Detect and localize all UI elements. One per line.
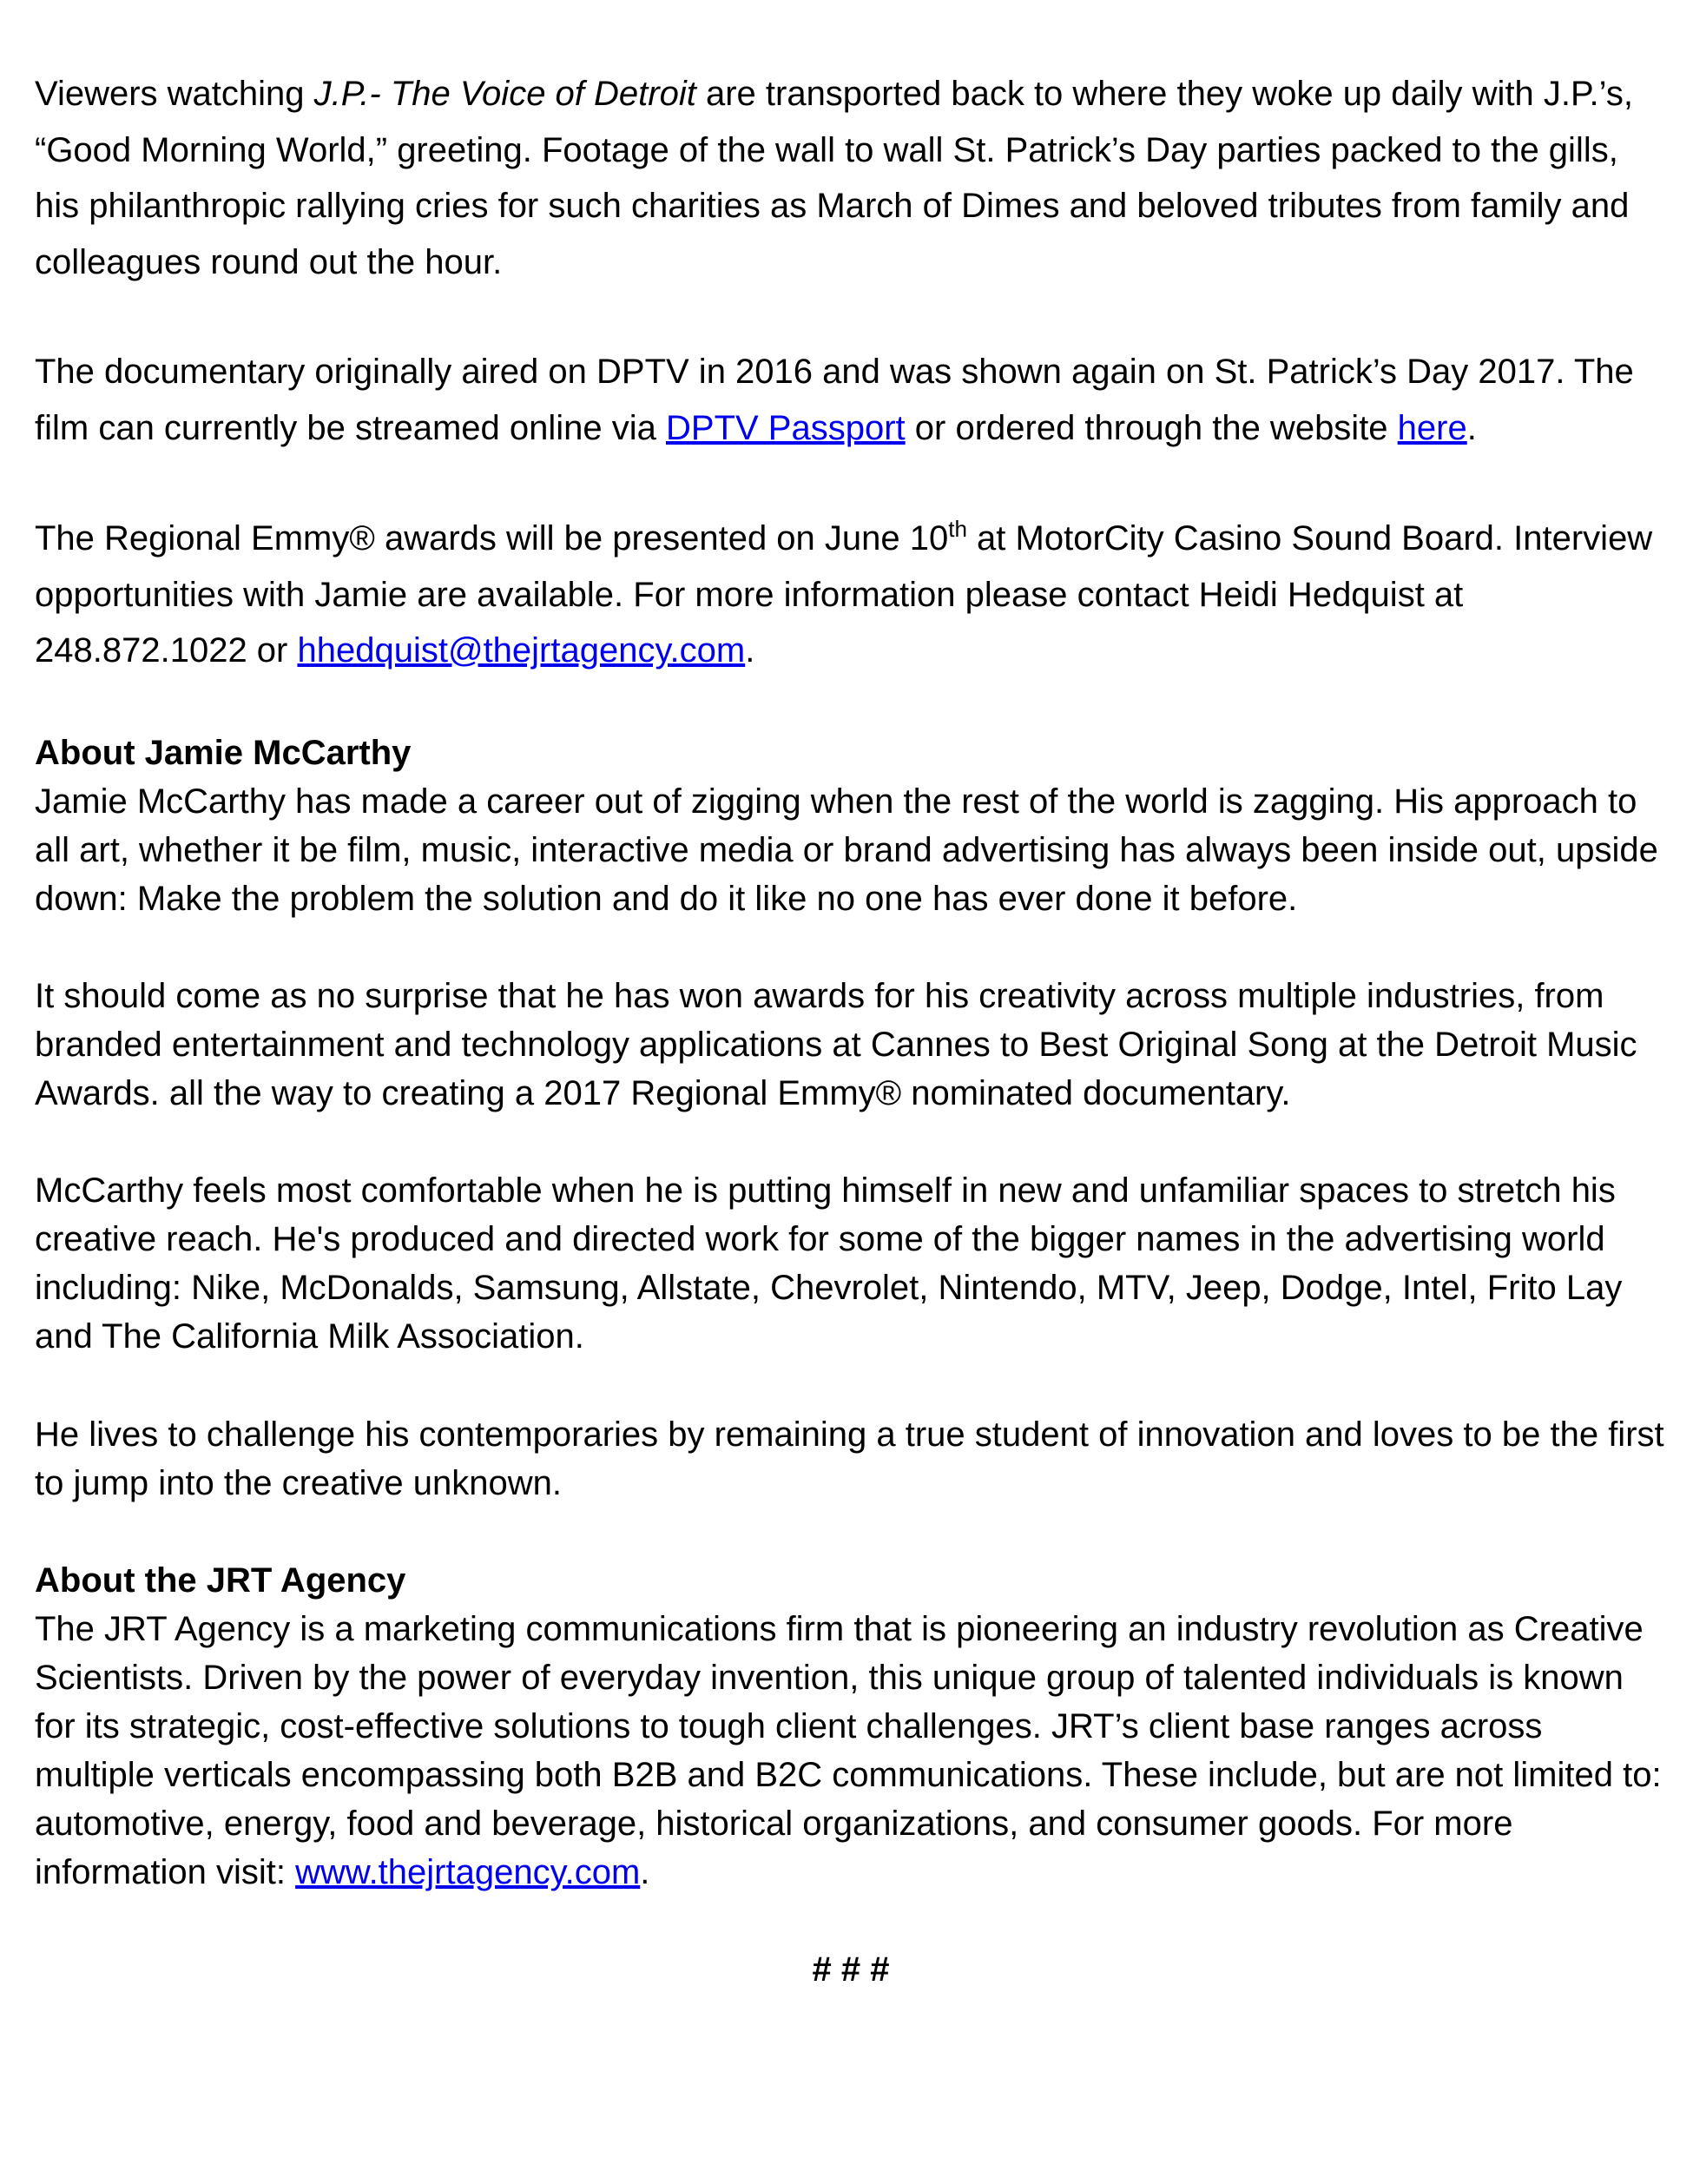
para2-text-a: The documentary originally aired on DPTV in 2016 and was shown again on St. Patrick’s Day 2017. The film can currently be streamed online via xyxy=(35,353,1634,447)
paragraph-emmy-awards xyxy=(35,511,1667,679)
about-jamie-paragraph-1: Jamie McCarthy has made a career out of zigging when the rest of the world is zagging. His approach to all art, whether it be film, music, interactive media or brand advertising has always been inside out, upside down: Make the problem the solution and do it like no one has ever done it before. xyxy=(35,782,1658,918)
jrt-website-link[interactable]: www.thejrtagency.com xyxy=(295,1853,641,1892)
contact-email-link[interactable]: hhedquist@thejrtagency.com xyxy=(297,631,746,670)
about-jrt-paragraph xyxy=(35,1605,1667,1897)
ordinal-superscript: th xyxy=(948,516,967,542)
dptv-passport-link[interactable]: DPTV Passport xyxy=(666,408,906,447)
here-link[interactable]: here xyxy=(1397,408,1467,447)
about-jamie-paragraph-4: He lives to challenge his contemporaries by remaining a true student of innovation and loves to be the first to jump into the creative unknown. xyxy=(35,1415,1664,1502)
para2-text-b: or ordered through the website xyxy=(905,408,1398,447)
paragraph-viewers xyxy=(35,66,1667,290)
about-jamie-paragraph-2: It should come as no surprise that he has won awards for his creativity across multiple industries, from branded entertainment and technology applications at Cannes to Best Original Song at the Detroit Music Awards. all the way to creating a 2017 Regional Emmy® nominated documentary. xyxy=(35,976,1637,1113)
about-jrt-section xyxy=(35,1556,1667,1897)
about-jrt-heading: About the JRT Agency xyxy=(35,1560,406,1600)
para1-rest: are transported back to where they woke up daily with J.P.’s, “Good Morning World,” greeting. Footage of the wall to wall St. Patrick’s Day parties packed to the gills, his philanthropic rallying cries for such charities as March of Dimes and beloved tributes from family and colleagues round out the hour. xyxy=(35,75,1633,281)
about-jamie-paragraph-3: McCarthy feels most comfortable when he is putting himself in new and unfamiliar spaces to stretch his creative reach. He's produced and directed work for some of the bigger names in the advertising world including: Nike, McDonalds, Samsung, Allstate, Chevrolet, Nintendo, MTV, Jeep, Dodge, Intel, Frito Lay and The California Milk Association. xyxy=(35,1171,1623,1356)
press-release-page xyxy=(35,66,1667,1994)
para1-lead: Viewers watching xyxy=(35,75,314,113)
about-jamie-section xyxy=(35,729,1667,1508)
para2-text-c: . xyxy=(1466,408,1477,447)
about-jrt-text: The JRT Agency is a marketing communications firm that is pioneering an industry revolution as Creative Scientists. Driven by the power of everyday invention, this unique group of talented individuals is known for its strategic, cost-effective solutions to tough client challenges. JRT’s client base ranges across multiple verticals encompassing both B2B and B2C communications. These include, but are not limited to: automotive, energy, food and beverage, historical organizations, and consumer goods. For more information visit: xyxy=(35,1609,1662,1892)
paragraph-documentary-aired xyxy=(35,344,1667,456)
intro-section xyxy=(35,66,1667,679)
about-jamie-heading: About Jamie McCarthy xyxy=(35,733,412,772)
documentary-title: J.P.- The Voice of Detroit xyxy=(313,75,696,113)
end-of-release-mark: # # # xyxy=(812,1950,890,1989)
about-jrt-after: . xyxy=(640,1853,650,1892)
para3-text-b: at MotorCity Casino Sound Board. Interview opportunities with Jamie are available. For more information please contact Heidi Hedquist at 248.872.1022 or xyxy=(35,519,1653,670)
para3-text-c: . xyxy=(745,631,755,670)
para3-text-a: The Regional Emmy® awards will be presented on June 10 xyxy=(35,519,949,558)
